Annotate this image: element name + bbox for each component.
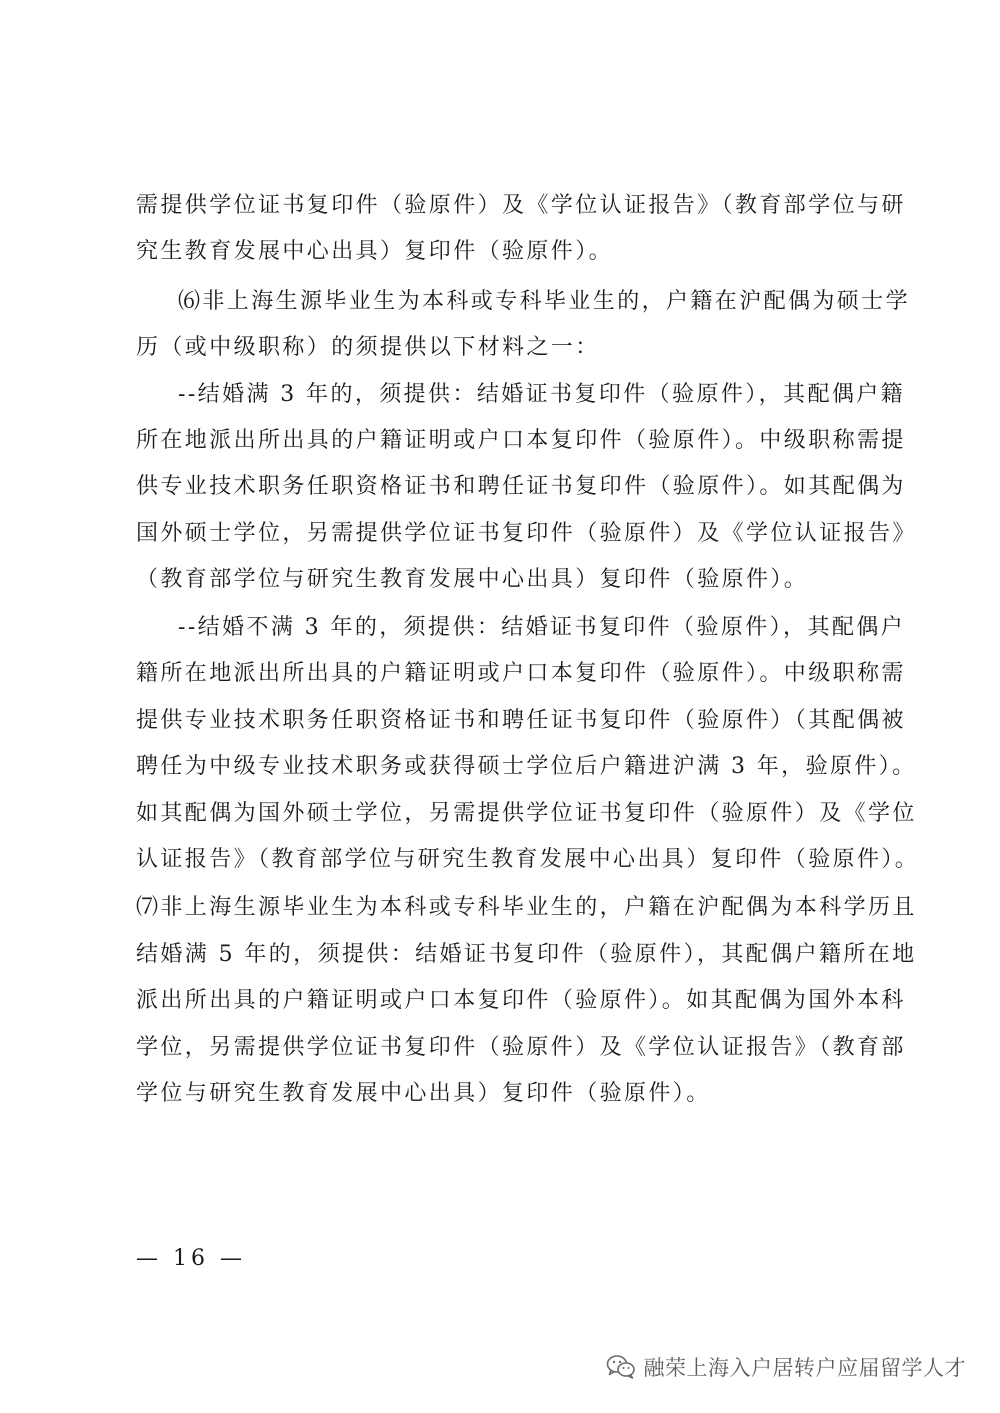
body-text-line: 历（或中级职称）的须提供以下材料之一：: [136, 335, 600, 360]
body-text-line: ⑹非上海生源毕业生为本科或专科毕业生的，户籍在沪配偶为硕士学: [178, 289, 911, 314]
body-text-line: 派出所出具的户籍证明或户口本复印件（验原件）。如其配偶为国外本科: [136, 988, 906, 1013]
watermark-text: 融荣上海入户居转户应届留学人才: [643, 1356, 966, 1380]
page-number: — 16 —: [136, 1246, 246, 1271]
wechat-icon: [606, 1354, 636, 1380]
body-text-line: 认证报告》（教育部学位与研究生教育发展中心出具）复印件（验原件）。: [136, 847, 920, 872]
watermark: [606, 1352, 967, 1382]
body-text-line: ⑺非上海生源毕业生为本科或专科毕业生的，户籍在沪配偶为本科学历且: [136, 895, 917, 920]
body-text-line: --结婚不满 3 年的，须提供：结婚证书复印件（验原件），其配偶户: [178, 615, 906, 640]
body-text-line: 籍所在地派出所出具的户籍证明或户口本复印件（验原件）。中级职称需: [136, 661, 906, 686]
body-text-line: 供专业技术职务任职资格证书和聘任证书复印件（验原件）。如其配偶为: [136, 474, 906, 499]
body-text-line: 究生教育发展中心出具）复印件（验原件）。: [136, 239, 614, 264]
body-text-line: 国外硕士学位，另需提供学位证书复印件（验原件）及《学位认证报告》: [136, 521, 917, 546]
body-text-line: 聘任为中级专业技术职务或获得硕士学位后户籍进沪满 3 年，验原件）。: [136, 754, 917, 779]
body-text-line: （教育部学位与研究生教育发展中心出具）复印件（验原件）。: [136, 567, 809, 592]
body-text-line: 所在地派出所出具的户籍证明或户口本复印件（验原件）。中级职称需提: [136, 428, 906, 453]
body-text-line: 学位与研究生教育发展中心出具）复印件（验原件）。: [136, 1081, 711, 1106]
body-text-line: --结婚满 3 年的，须提供：结婚证书复印件（验原件），其配偶户籍: [178, 382, 906, 407]
body-text-line: 如其配偶为国外硕士学位，另需提供学位证书复印件（验原件）及《学位: [136, 801, 917, 826]
body-text-line: 需提供学位证书复印件（验原件）及《学位认证报告》（教育部学位与研: [136, 193, 906, 218]
body-text-line: 提供专业技术职务任职资格证书和聘任证书复印件（验原件）（其配偶被: [136, 708, 906, 733]
body-text-line: 结婚满 5 年的，须提供：结婚证书复印件（验原件），其配偶户籍所在地: [136, 942, 917, 967]
body-text-line: 学位，另需提供学位证书复印件（验原件）及《学位认证报告》（教育部: [136, 1035, 906, 1060]
